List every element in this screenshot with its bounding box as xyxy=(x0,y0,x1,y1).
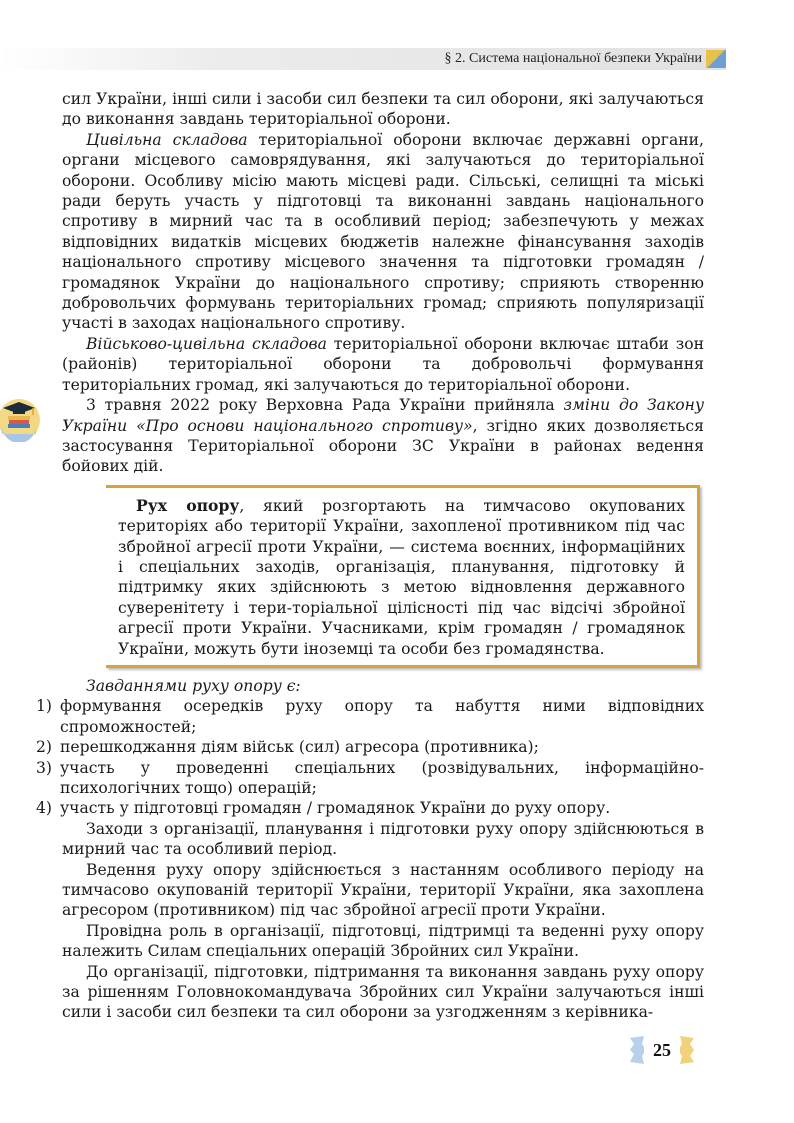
paragraph: Заходи з організації, планування і підготовки руху опору здійснюються в мирний час та особливий період. xyxy=(62,819,704,859)
definition-box xyxy=(106,485,700,668)
paragraph: Провідна роль в організації, підготовці, підтримці та веденні руху опору належить Силам спеціальних операцій Збройних сил України. xyxy=(62,921,704,961)
graduation-cap-books-icon xyxy=(0,396,42,442)
page-number-badge xyxy=(628,1034,696,1066)
term-civil-component: Цивільна складова xyxy=(86,130,248,149)
list-item-number: 1) xyxy=(36,697,53,716)
paragraph-text: територіальної оборони включає державні органи, органи місцевого самоврядування, які залучаються до територіальної оборони. Особливу місію мають місцеві ради. Сільські, селищні та міські ради беруть участь у підготовці та виконанні завдань національного спротиву в мирний час та в особливий період; забезпечують у межах відповідних видатків місцевих бюджетів належне фінансування заходів національного спротиву місцевого значення та підготовки громадян / громадянок України до національного спротиву; сприяють створенню добровольчих формувань територіальних громад; сприяють популяризації участі в заходах національного спротиву. xyxy=(62,130,704,333)
term-military-civil-component: Військово-цивільна складова xyxy=(86,334,327,353)
paragraph-text: 3 травня 2022 року Верховна Рада України прийняла xyxy=(86,396,564,415)
running-header-bar xyxy=(0,48,726,70)
list-item-text: участь у проведенні спеціальних (розвідувальних, інформаційно-психологічних тощо) операцій; xyxy=(60,758,704,797)
list-item-number: 3) xyxy=(36,758,53,777)
paragraph xyxy=(62,130,704,334)
list-item xyxy=(36,696,704,737)
paragraph-text: , згідно яких дозволяється застосування Територіальної оборони ЗС України в районах ведення бойових дій. xyxy=(62,416,704,476)
list-item xyxy=(36,798,704,818)
tasks-heading-text: Завданнями руху опору є: xyxy=(86,676,301,695)
paragraph-text: територіальної оборони включає штаби зон (районів) територіальної оборони та добровольчі формування територіальних громад, які залучаються до територіальної оборони. xyxy=(62,334,704,394)
tasks-list xyxy=(36,696,704,818)
list-item xyxy=(36,737,704,757)
law-reference: зміни до Закону України «Про основи національного спротиву» xyxy=(62,396,705,435)
running-header-title: § 2. Система національної безпеки України xyxy=(444,51,702,66)
page-number: 25 xyxy=(653,1040,671,1060)
paragraph xyxy=(62,395,704,477)
definition-term: Рух опору xyxy=(136,495,240,515)
list-item-number: 4) xyxy=(36,799,53,818)
paragraph: До організації, підготовки, підтримання та виконання завдань руху опору за рішенням Головнокомандувача Збройних сил України залучаються інші сили і засоби сил безпеки та сил оборони за узгодженням з керівника- xyxy=(62,962,704,1022)
list-item-text: формування осередків руху опору та набуття ними відповідних спроможностей; xyxy=(60,697,704,736)
paragraph: сил України, інші сили і засоби сил безпеки та сил оборони, які залучаються до виконання завдань територіальної оборони. xyxy=(62,90,704,129)
header-corner-ribbon xyxy=(706,50,726,68)
paragraph xyxy=(62,334,704,395)
list-item-text: перешкоджання діям військ (сил) агресора (противника); xyxy=(60,738,539,757)
definition-body: , який розгортають на тимчасово окупованих територіях або території України, захопленої противником під час збройної агресії проти України, — система воєнних, інформаційних і спеціальних заходів, організація, планування, підготовку й підтримку яких здійснюють з метою відновлення державного суверенітету і тери-торіальної цілісності під час відсічі збройної агресії проти України. Учасниками, крім громадян / громадянок України, можуть бути іноземці та особи без громадянства. xyxy=(118,496,685,658)
definition-text xyxy=(118,496,685,659)
tasks-heading xyxy=(62,676,704,696)
paragraph: Ведення руху опору здійснюється з настанням особливого періоду на тимчасово окупованій території України, території України, яка захоплена агресором (противником) під час збройної агресії проти України. xyxy=(62,860,704,920)
page-body xyxy=(36,89,705,1023)
list-item xyxy=(36,758,704,799)
list-item-number: 2) xyxy=(36,738,53,757)
list-item-text: участь у підготовці громадян / громадянок України до руху опору. xyxy=(60,799,611,818)
